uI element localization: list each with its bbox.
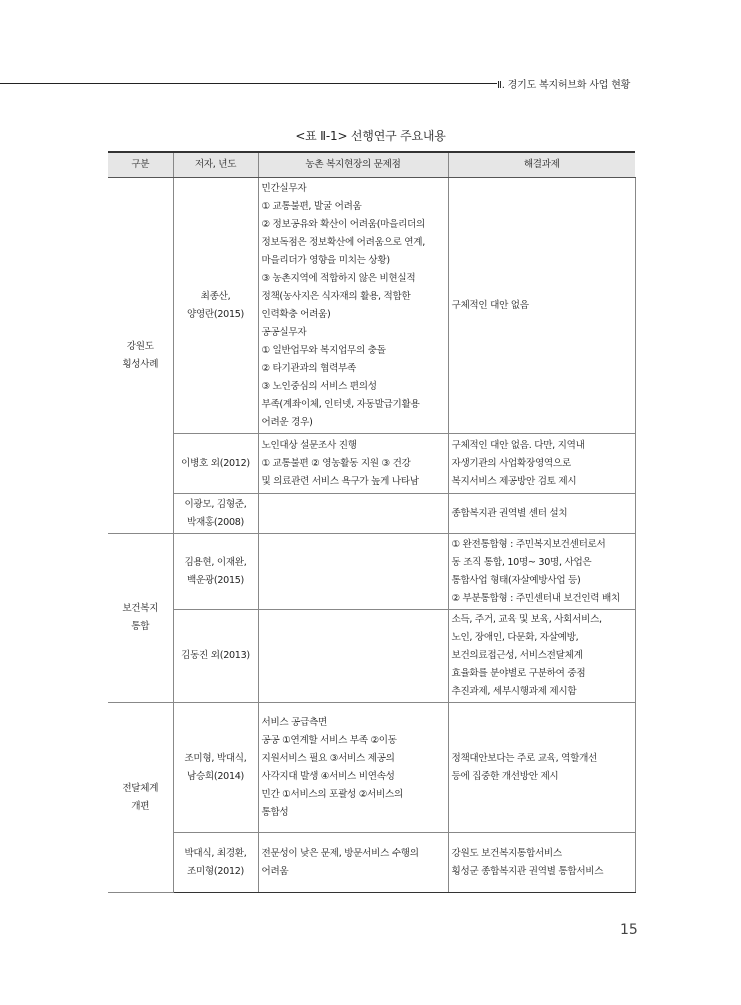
problem-cell: [258, 534, 448, 610]
header-problems: 농촌 복지현장의 문제점: [258, 152, 448, 178]
problem-cell: 노인대상 설문조사 진행 ① 교통불편 ② 영농활동 지원 ③ 건강 및 의료관련 서비스 욕구가 높게 나타남: [258, 434, 448, 494]
header-solutions: 해결과제: [448, 152, 635, 178]
problem-cell: 민간실무자 ① 교통불편, 발굴 어려움 ② 정보공유와 확산이 어려움(마을리더의 정보독점은 정보확산에 어려움으로 연계, 마을리더가 영향을 미치는 상황) ③ 농촌지역에 적합하지 않은 비현실적 정책(농사지은 식자재의 활용, 적합한 인력확충 어려움) 공공실무자 ① 일반업무와 복지업무의 충돌 ② 타기관과의 협력부족 ③ 노인중심의 서비스 편의성 부족(계좌이체, 인터넷, 자동발급기활용 어려운 경우): [258, 178, 448, 434]
solution-cell: 종합복지관 권역별 센터 설치: [448, 494, 635, 534]
table-row: [108, 610, 635, 703]
solution-cell: 소득, 주거, 교육 및 보육, 사회서비스, 노인, 장애인, 다문화, 자살예방, 보건의료접근성, 서비스전달체계 효율화를 분야별로 구분하여 중점 추진과제, 세부시행과제 제시함: [448, 610, 635, 703]
group-label: 보건복지 통합: [108, 534, 173, 703]
problem-cell: [258, 494, 448, 534]
author-cell: 이병호 외(2012): [173, 434, 258, 494]
author-cell: 김용현, 이재완, 백운광(2015): [173, 534, 258, 610]
page-number: 15: [620, 922, 638, 938]
author-cell: 김동진 외(2013): [173, 610, 258, 703]
group-label: 전달체계 개편: [108, 703, 173, 893]
problem-cell: 전문성이 낮은 문제, 방문서비스 수행의 어려움: [258, 833, 448, 893]
solution-cell: ① 완전통합형 : 주민복지보건센터로서 동 조직 통합, 10명~ 30명, 사업은 통합사업 형태(자살예방사업 등) ② 부분통합형 : 주민센터내 보건인력 배치: [448, 534, 635, 610]
header-category: 구분: [108, 152, 173, 178]
table-row: [108, 434, 635, 494]
table-row: [108, 534, 635, 610]
author-cell: 이광모, 김형준, 박재홍(2008): [173, 494, 258, 534]
research-summary-table: [108, 151, 636, 893]
table-header-row: [108, 152, 635, 178]
problem-cell: [258, 610, 448, 703]
header-author-year: 저자, 년도: [173, 152, 258, 178]
table-row: [108, 833, 635, 893]
table-caption: <표 Ⅱ-1> 선행연구 주요내용: [295, 129, 446, 143]
table-row: [108, 494, 635, 534]
solution-cell: 정책대안보다는 주로 교육, 역할개선 등에 집중한 개선방안 제시: [448, 703, 635, 833]
running-header: Ⅱ. 경기도 복지허브화 사업 현황: [497, 80, 631, 91]
problem-cell: 서비스 공급측면 공공 ①연계할 서비스 부족 ②이동 지원서비스 필요 ③서비스 제공의 사각지대 발생 ④서비스 비연속성 민간 ①서비스의 포괄성 ②서비스의 통합성: [258, 703, 448, 833]
solution-cell: 구체적인 대안 없음: [448, 178, 635, 434]
table-row: [108, 703, 635, 833]
solution-cell: 구체적인 대안 없음. 다만, 지역내 자생기관의 사업확장영역으로 복지서비스 제공방안 검토 제시: [448, 434, 635, 494]
solution-cell: 강원도 보건복지통합서비스 횡성군 종합복지관 권역별 통합서비스: [448, 833, 635, 893]
author-cell: 박대식, 최경환, 조미형(2012): [173, 833, 258, 893]
group-label: 강원도 횡성사례: [108, 178, 173, 534]
header-rule: [0, 83, 497, 84]
table-row: [108, 178, 635, 434]
author-cell: 최종산, 양영란(2015): [173, 178, 258, 434]
author-cell: 조미형, 박대식, 남승희(2014): [173, 703, 258, 833]
